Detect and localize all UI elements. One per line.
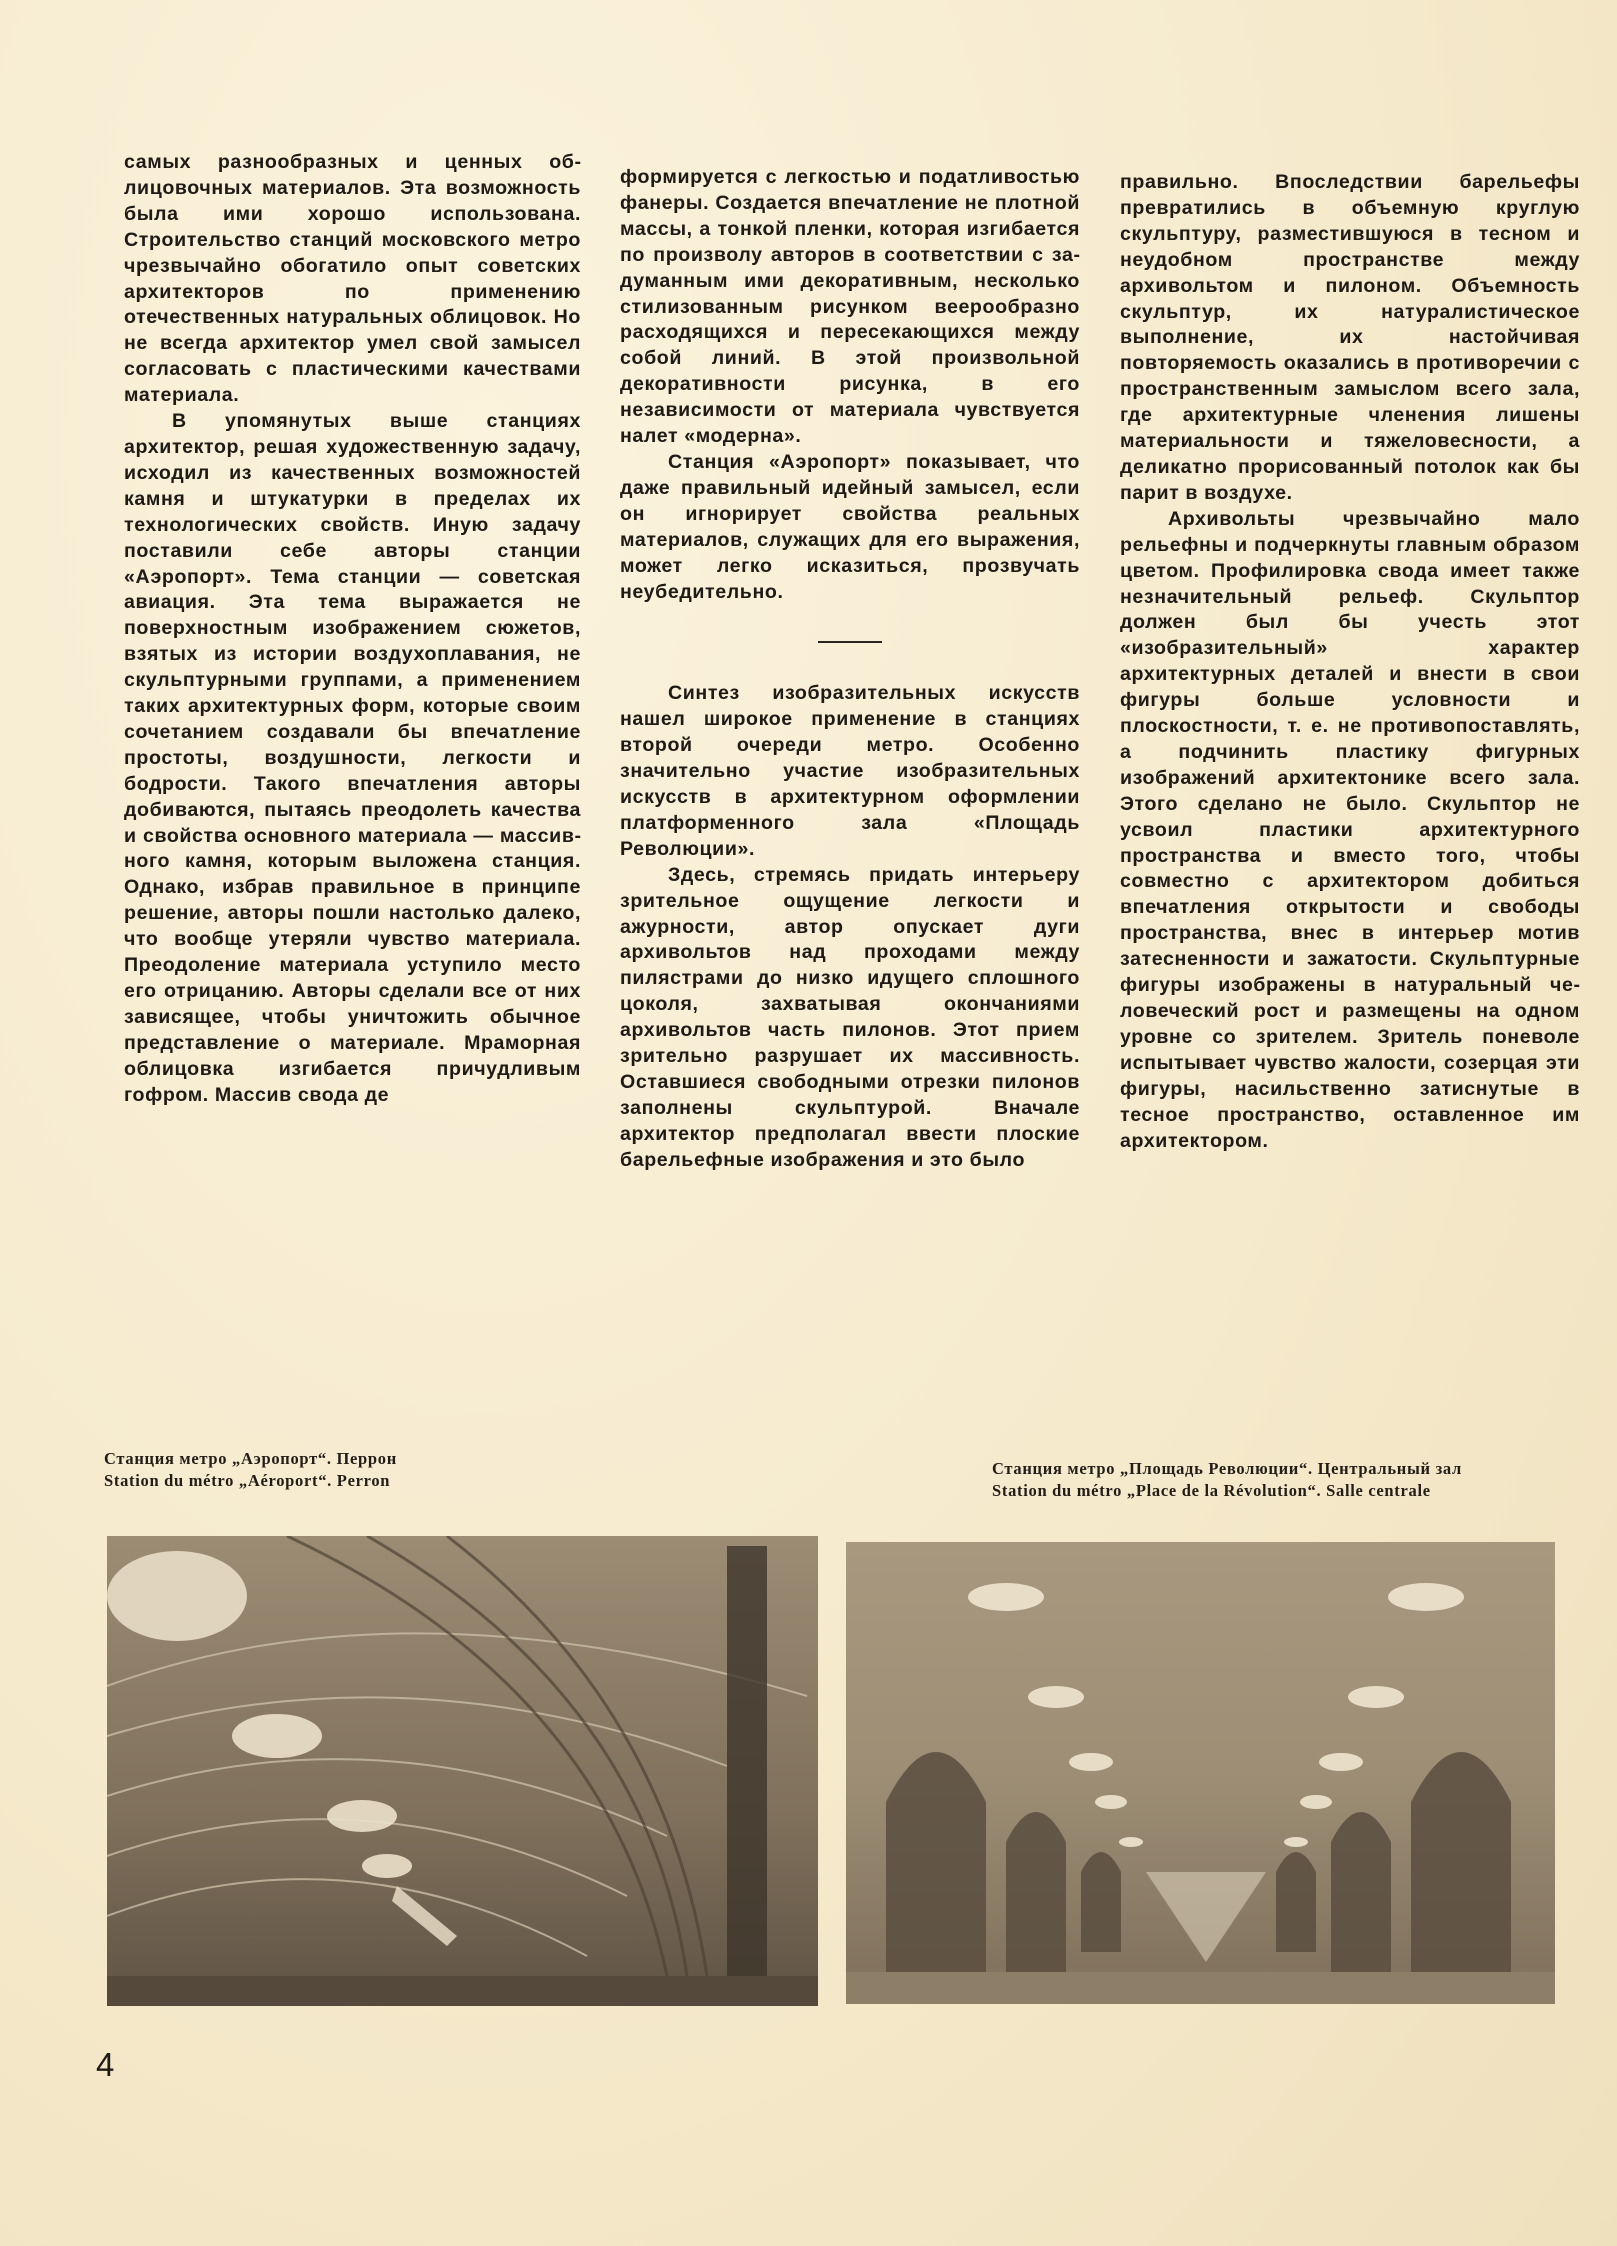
caption-russian: Станция метро „Площадь Революции“. Центральный зал	[992, 1459, 1462, 1478]
section-divider	[818, 641, 882, 643]
paragraph: Синтез изобразительных искусств нашел широкое применение в станциях второй очереди метро. Особенно значительно участие изобразительных искусств в архитектурном оформлении платформенного зала «Площадь Революции».	[620, 682, 1080, 860]
caption-french: Station du métro „Place de la Révolution“. Salle centrale	[992, 1481, 1431, 1500]
article-column-2	[620, 165, 1080, 1174]
article-column-3	[1120, 170, 1580, 1154]
figure-caption-revolution-square	[992, 1458, 1462, 1502]
paragraph: Станция «Аэропорт» показывает, что даже правильный идейный замысел, если он игнорирует свойства реальных материалов, служащих для его выражения, может легко исказиться, прозвучать неубедительно.	[620, 450, 1080, 603]
paragraph: Архивольты чрезвычайно мало рельефны и подчеркнуты главным образом цветом. Профилировка свода имеет также незначительный рельеф. Скульптор должен был бы учесть этот «изобразительный» характер архитектурных деталей и внести в свои фигуры больше условности и плоскостности, т. е. не противопоставлять, а подчинить пластику фигурных изображений архитектонике всего зала. Этого сделано не было. Скульптор не усвоил пластики архитектурного пространства и вместо того, чтобы совместно с архитектором добиться впечатления открытости и свободы пространства, внес в интерьер мотив затесненности и зажатости. Скульптурные фигуры изображены в натуральный человеческий рост и размещены на одном уровне со зрителем. Зритель поневоле испытывает чувство жалости, созерцая эти фигуры, насильственно затиснутые в тесное пространство, оставленное им архитектором.	[1120, 507, 1580, 1152]
photo-revolution-square-hall	[846, 1542, 1555, 2004]
paragraph: Здесь, стремясь придать интерьеру зрительное ощущение легкости и ажурности, автор опускает дуги архивольтов над проходами между пилястрами до низко идущего сплошного цоколя, захватывая окончаниями архивольтов часть пилонов. Этот прием зрительно разрушает их массивность. Оставшиеся свободными отрезки пилонов заполнены скульптурой. Вначале архитектор предполагал ввести плоские барельефные изображения и это было	[620, 863, 1080, 1171]
paragraph: правильно. Впоследствии барельефы превратились в объемную круглую скульптуру, разместившуюся в тесном и неудобном пространстве между архивольтом и пилоном. Объемность скульптур, их натуралистическое выполнение, их настойчивая повторяемость оказались в противоречии с пространственным замыслом всего зала, где архитектурные членения лишены материальности и тяжеловесности, а деликатно прорисованный потолок как бы парит в воздухе.	[1120, 171, 1580, 504]
photo-aeroport-platform	[107, 1536, 818, 2006]
caption-french: Station du métro „Aéroport“. Perron	[104, 1471, 391, 1490]
photo-aeroport-image	[107, 1536, 818, 2006]
caption-russian: Станция метро „Аэропорт“. Перрон	[104, 1449, 397, 1468]
page-number: 4	[96, 2046, 115, 2083]
paragraph: В упомянутых выше станциях архитектор, решая художественную задачу, исходил из качественных возможностей камня и штукатурки в пределах их технологических свойств. Иную задачу поставили себе авторы станции «Аэропорт». Тема станции — советская авиация. Эта тема выражается не поверхностным изображением сюжетов, взятых из истории воздухоплавания, не скульптурными группами, а применением таких архитектурных форм, которые своим сочетанием создавали бы впечатление простоты, воздушности, легкости и бодрости. Такого впечатления авторы добиваются, пытаясь преодолеть качества и свойства основного материала — массивного камня, которым выложена станция. Однако, избрав правильное в принципе решение, авторы пошли настолько далеко, что вообще утеряли чувство материала. Преодоление материала уступило место его отрицанию. Авторы сделали все от них зависящее, чтобы уничтожить обычное представление о материале. Мраморная облицовка изгибается причудливым гофром. Массив свода де	[124, 410, 581, 1106]
figure-caption-aeroport	[104, 1448, 397, 1492]
paragraph: формируется с легкостью и податливостью фанеры. Создается впечатление не плотной массы, а тонкой пленки, которая изгибается по произволу авторов в соответствии с задуманным ими декоративным, несколько стилизованным рисунком веерообразно расходящихся и пересекающихся между собой линий. В этой произвольной декоративности рисунка, в его независимости от материала чувствуется налет «модерна».	[620, 166, 1080, 448]
paragraph: самых разнообразных и ценных облицовочных материалов. Эта возможность была ими хорошо использована. Строительство станций московского метро чрезвычайно обогатило опыт советских архитекторов по применению отечественных натуральных облицовок. Но не всегда архитектор умел свой замысел согласовать с пластическими качествами материала.	[124, 151, 581, 407]
article-column-1	[124, 150, 581, 1109]
photo-revolution-square-image	[846, 1542, 1555, 2004]
